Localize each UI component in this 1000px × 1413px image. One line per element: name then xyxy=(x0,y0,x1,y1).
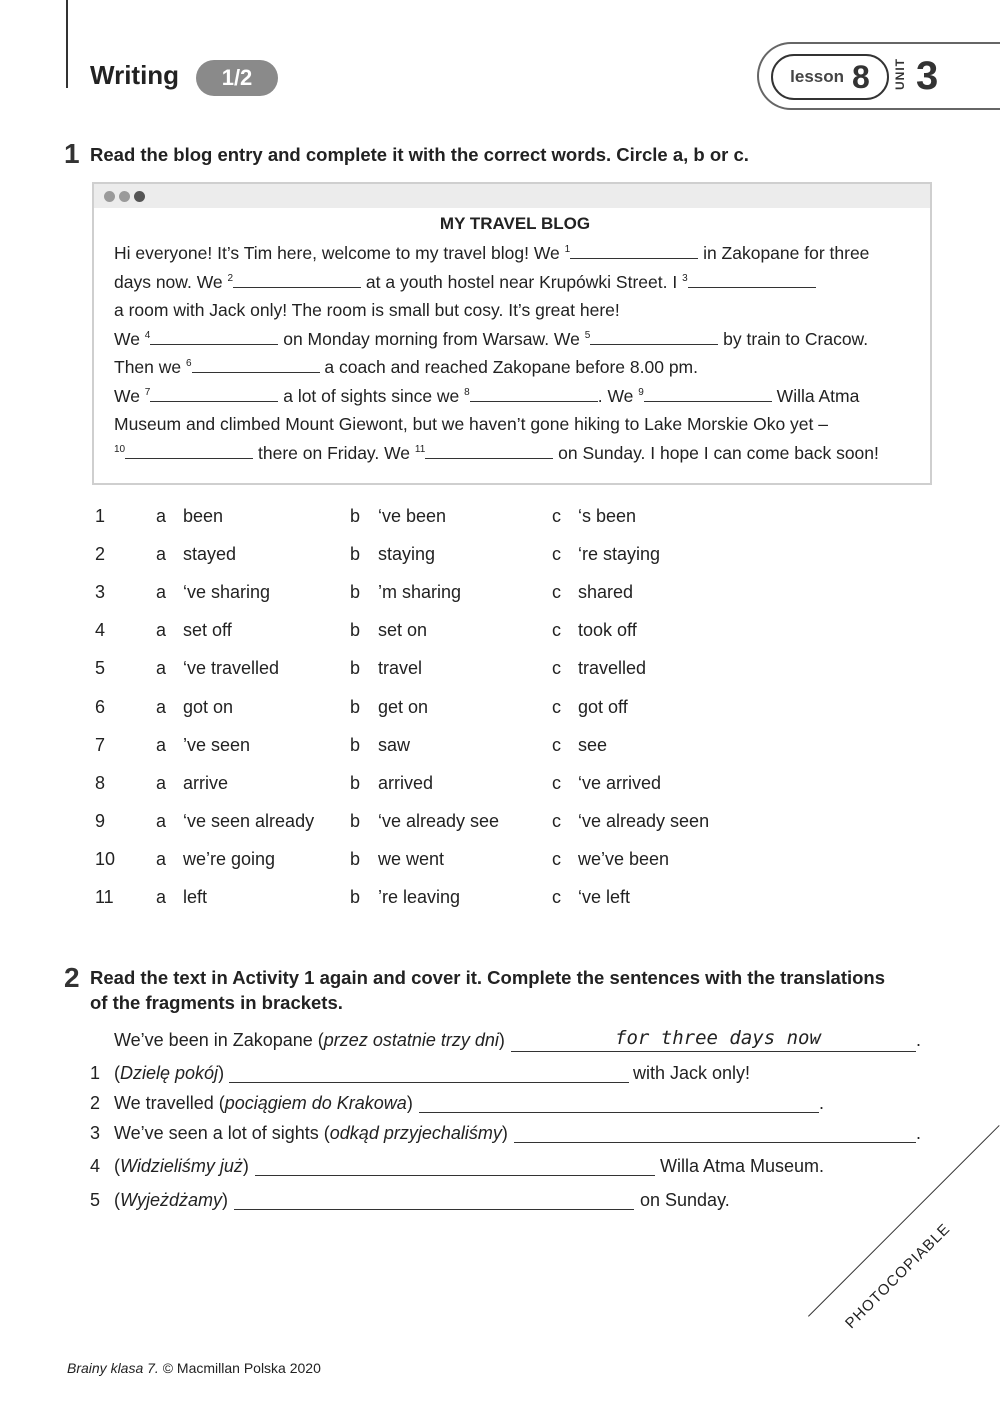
option-b[interactable]: arrived xyxy=(378,772,434,793)
option-letter-a[interactable]: a xyxy=(156,582,167,603)
option-b[interactable]: travel xyxy=(378,658,423,679)
sentence-end: . xyxy=(819,1093,825,1113)
option-a[interactable]: ‘ve seen already xyxy=(183,810,315,831)
exercise-2-instruction: Read the text in Activity 1 again and cover it. Complete the sentences with the translations xyxy=(90,967,886,988)
option-b[interactable]: staying xyxy=(378,544,436,565)
option-letter-c[interactable]: c xyxy=(552,696,561,717)
sentence xyxy=(114,1156,249,1177)
option-letter-b[interactable]: b xyxy=(350,848,361,869)
blog-line xyxy=(114,443,879,464)
option-b[interactable]: we went xyxy=(378,848,445,869)
option-letter-a[interactable]: a xyxy=(156,544,167,565)
blog-line xyxy=(114,414,828,435)
blank-gap[interactable] xyxy=(125,443,253,459)
option-number: 2 xyxy=(95,544,106,565)
sentence-text: We’ve seen a lot of sights ( xyxy=(114,1123,330,1143)
option-a[interactable]: been xyxy=(183,506,224,526)
window-dot-icon xyxy=(104,191,115,202)
example-answer: for three days now xyxy=(615,1027,821,1049)
option-c[interactable]: ‘re staying xyxy=(578,544,661,565)
sentence-text: ) xyxy=(406,1093,413,1113)
option-number: 9 xyxy=(95,810,106,831)
option-number: 4 xyxy=(95,620,106,641)
blank-gap[interactable] xyxy=(590,329,718,345)
polish-fragment: Widzieliśmy już xyxy=(120,1156,243,1176)
gap-number: 4 xyxy=(144,330,151,342)
option-c[interactable]: ‘s been xyxy=(578,506,637,526)
option-letter-a[interactable]: a xyxy=(156,658,167,679)
option-number: 10 xyxy=(95,848,116,869)
blog-line xyxy=(114,272,816,293)
blog-text: Willa Atma xyxy=(771,386,860,406)
gap-number: 1 xyxy=(564,244,571,256)
blog-text: by train to Cracow. xyxy=(718,329,869,349)
sentence-text: We travelled ( xyxy=(114,1093,225,1113)
gap-number: 8 xyxy=(464,387,470,399)
exercise-1-number: 1 xyxy=(64,138,80,169)
example-sentence xyxy=(114,1030,505,1051)
polish-fragment: Dzielę pokój xyxy=(120,1063,219,1083)
blog-text: on Sunday. I hope I can come back soon! xyxy=(553,443,879,463)
blog-text: in Zakopane for three xyxy=(698,243,870,263)
gap-number: 7 xyxy=(144,387,151,399)
sentence-text: ) xyxy=(498,1030,505,1050)
option-c[interactable]: see xyxy=(578,734,608,755)
copyright-text: © Macmillan Polska 2020 xyxy=(158,1360,321,1376)
lesson-number: 8 xyxy=(852,58,870,95)
blog-line xyxy=(114,300,620,321)
blog-text: Then we xyxy=(114,357,186,377)
option-letter-a[interactable]: a xyxy=(156,772,167,793)
option-a[interactable]: left xyxy=(183,887,208,907)
option-a[interactable]: arrive xyxy=(183,772,229,793)
option-a[interactable]: ‘ve travelled xyxy=(183,658,280,679)
blog-text: Hi everyone! It’s Tim here, welcome to my travel blog! We xyxy=(114,243,565,263)
option-letter-c[interactable]: c xyxy=(552,658,561,679)
polish-fragment: odkąd przyjechaliśmy xyxy=(329,1123,502,1143)
blog-text: Museum and climbed Mount Giewont, but we haven’t gone hiking to Lake Morskie Oko yet – xyxy=(114,414,828,434)
sentence-end: . xyxy=(916,1123,922,1143)
sentence-number: 5 xyxy=(90,1190,101,1210)
unit-number: 3 xyxy=(916,54,939,98)
option-letter-a[interactable]: a xyxy=(156,696,167,717)
option-number: 8 xyxy=(95,772,106,793)
blank-gap[interactable] xyxy=(570,243,698,259)
sentence-number: 4 xyxy=(90,1156,101,1176)
option-letter-c[interactable]: c xyxy=(552,582,561,603)
option-letter-c[interactable]: c xyxy=(552,620,561,641)
polish-fragment: przez ostatnie trzy dni xyxy=(323,1030,499,1050)
sentence-text: ) xyxy=(501,1123,508,1143)
gap-number: 6 xyxy=(185,358,192,370)
option-letter-a[interactable]: a xyxy=(156,506,167,526)
blog-window-titlebar xyxy=(94,184,930,208)
option-letter-c[interactable]: c xyxy=(552,772,561,793)
sentence-number: 3 xyxy=(90,1123,101,1143)
option-number: 5 xyxy=(95,658,106,679)
sentence-end: with Jack only! xyxy=(633,1063,751,1083)
answer-line xyxy=(511,1051,916,1052)
blog-text: on Monday morning from Warsaw. We xyxy=(278,329,585,349)
sentence-text: ) xyxy=(222,1190,229,1210)
blog-text: We xyxy=(114,329,145,349)
option-letter-b[interactable]: b xyxy=(350,810,361,831)
option-letter-c[interactable]: c xyxy=(552,544,561,565)
option-c[interactable]: ‘ve arrived xyxy=(578,772,662,793)
option-c[interactable]: shared xyxy=(578,582,634,603)
sentence-end: . xyxy=(916,1030,922,1050)
option-letter-b[interactable]: b xyxy=(350,772,361,793)
option-b[interactable]: ‘ve already see xyxy=(378,810,500,831)
unit-label: UNIT xyxy=(893,58,907,90)
window-dot-icon xyxy=(119,191,130,202)
option-c[interactable]: travelled xyxy=(578,658,647,679)
answer-line[interactable] xyxy=(234,1209,634,1210)
exercise-2-instruction: of the fragments in brackets. xyxy=(90,992,343,1013)
sentence-number: 2 xyxy=(90,1093,101,1113)
blank-gap[interactable] xyxy=(425,443,553,459)
gap-number: 11 xyxy=(414,444,426,456)
gap-number: 9 xyxy=(638,387,644,399)
option-a[interactable]: set off xyxy=(183,620,232,641)
answer-line[interactable] xyxy=(419,1112,819,1113)
gap-number: 3 xyxy=(682,273,688,285)
option-letter-b[interactable]: b xyxy=(350,544,361,565)
blog-text: . We xyxy=(597,386,639,406)
option-letter-a[interactable]: a xyxy=(156,810,167,831)
option-number: 11 xyxy=(95,887,114,907)
option-letter-a[interactable]: a xyxy=(156,620,167,641)
option-letter-b[interactable]: b xyxy=(350,734,361,755)
option-letter-c[interactable]: c xyxy=(552,887,561,907)
blog-text: there on Friday. We xyxy=(253,443,415,463)
gap-number: 5 xyxy=(584,330,591,342)
gap-number: 10 xyxy=(114,444,126,456)
sentence xyxy=(114,1190,228,1211)
option-number: 6 xyxy=(95,696,106,717)
option-letter-a[interactable]: a xyxy=(156,887,167,907)
blank-gap[interactable] xyxy=(470,386,598,402)
option-c[interactable]: took off xyxy=(578,620,637,641)
blank-gap[interactable] xyxy=(150,329,278,345)
sentence-text: ) xyxy=(218,1063,225,1083)
answer-line[interactable] xyxy=(514,1142,916,1143)
gap-number: 2 xyxy=(227,273,234,285)
option-c[interactable]: we’ve been xyxy=(578,848,670,869)
photocopiable-label: PHOTOCOPIABLE xyxy=(842,1220,954,1333)
blog-line xyxy=(114,386,859,407)
option-letter-a[interactable]: a xyxy=(156,734,167,755)
sentence-text: ) xyxy=(242,1156,249,1176)
option-number: 7 xyxy=(95,734,106,755)
option-b[interactable]: set on xyxy=(378,620,428,641)
option-number: 1 xyxy=(95,506,106,526)
blog-text: a coach and reached Zakopane before 8.00 pm. xyxy=(319,357,699,377)
sentence xyxy=(114,1093,413,1114)
page-indicator: 1/2 xyxy=(196,60,278,96)
sentence xyxy=(114,1063,224,1084)
option-letter-b[interactable]: b xyxy=(350,887,361,907)
option-letter-b[interactable]: b xyxy=(350,582,361,603)
blog-text: a lot of sights since we xyxy=(278,386,465,406)
window-dot-icon xyxy=(134,191,145,202)
sentence-end: on Sunday. xyxy=(640,1190,730,1210)
blog-title: MY TRAVEL BLOG xyxy=(439,214,591,233)
sentence-text: ( xyxy=(114,1156,120,1176)
blank-gap[interactable] xyxy=(688,272,816,288)
sentence-end: Willa Atma Museum. xyxy=(660,1156,825,1176)
sentence-text: ( xyxy=(114,1190,120,1210)
option-b[interactable]: get on xyxy=(378,696,429,717)
blog-line xyxy=(114,243,869,264)
blog-text: days now. We xyxy=(114,272,228,292)
blog-text: We xyxy=(114,386,145,406)
option-a[interactable]: ’ve seen xyxy=(183,734,251,755)
answer-line[interactable] xyxy=(255,1175,655,1176)
option-letter-c[interactable]: c xyxy=(552,848,561,869)
option-a[interactable]: we’re going xyxy=(183,848,276,869)
option-letter-c[interactable]: c xyxy=(552,734,561,755)
option-a[interactable]: got on xyxy=(183,696,234,717)
blank-gap[interactable] xyxy=(233,272,361,288)
option-b[interactable]: ‘ve been xyxy=(378,506,447,526)
option-b[interactable]: ’m sharing xyxy=(378,582,462,603)
header-rule xyxy=(66,0,68,88)
option-a[interactable]: ‘ve sharing xyxy=(183,582,271,603)
option-letter-c[interactable]: c xyxy=(552,810,561,831)
option-letter-b[interactable]: b xyxy=(350,696,361,717)
blank-gap[interactable] xyxy=(150,386,278,402)
sentence-number: 1 xyxy=(90,1063,101,1083)
photocopiable-corner-line xyxy=(808,1125,1000,1317)
sentence-text: ( xyxy=(114,1063,120,1083)
exercise-2-number: 2 xyxy=(64,962,80,993)
polish-fragment: Wyjeżdżamy xyxy=(120,1190,223,1210)
option-letter-b[interactable]: b xyxy=(350,506,361,526)
answer-line[interactable] xyxy=(229,1082,629,1083)
option-b[interactable]: saw xyxy=(378,734,411,755)
option-letter-b[interactable]: b xyxy=(350,658,361,679)
option-a[interactable]: stayed xyxy=(183,544,237,565)
copyright-footer xyxy=(67,1360,321,1376)
polish-fragment: pociągiem do Krakowa xyxy=(224,1093,407,1113)
option-c[interactable]: ‘ve left xyxy=(578,887,631,907)
blog-text: a room with Jack only! The room is small but cosy. It’s great here! xyxy=(114,300,620,320)
option-letter-b[interactable]: b xyxy=(350,620,361,641)
book-title: Brainy klasa 7. xyxy=(67,1360,159,1376)
blog-line xyxy=(114,357,698,378)
sentence-text: We’ve been in Zakopane ( xyxy=(114,1030,324,1050)
option-letter-c[interactable]: c xyxy=(552,506,561,526)
option-c[interactable]: ‘ve already seen xyxy=(578,810,710,831)
blog-line xyxy=(114,329,868,350)
option-number: 3 xyxy=(95,582,106,603)
page-title: Writing xyxy=(90,60,180,90)
lesson-label: lesson xyxy=(790,67,845,86)
blog-text: at a youth hostel near Krupówki Street. I xyxy=(361,272,683,292)
lesson-badge xyxy=(771,54,889,100)
blank-gap[interactable] xyxy=(644,386,772,402)
blank-gap[interactable] xyxy=(192,357,320,373)
exercise-1-instruction: Read the blog entry and complete it with the correct words. Circle a, b or c. xyxy=(90,144,749,165)
option-b[interactable]: ’re leaving xyxy=(378,887,461,907)
option-letter-a[interactable]: a xyxy=(156,848,167,869)
sentence xyxy=(114,1123,508,1144)
option-c[interactable]: got off xyxy=(578,696,628,717)
